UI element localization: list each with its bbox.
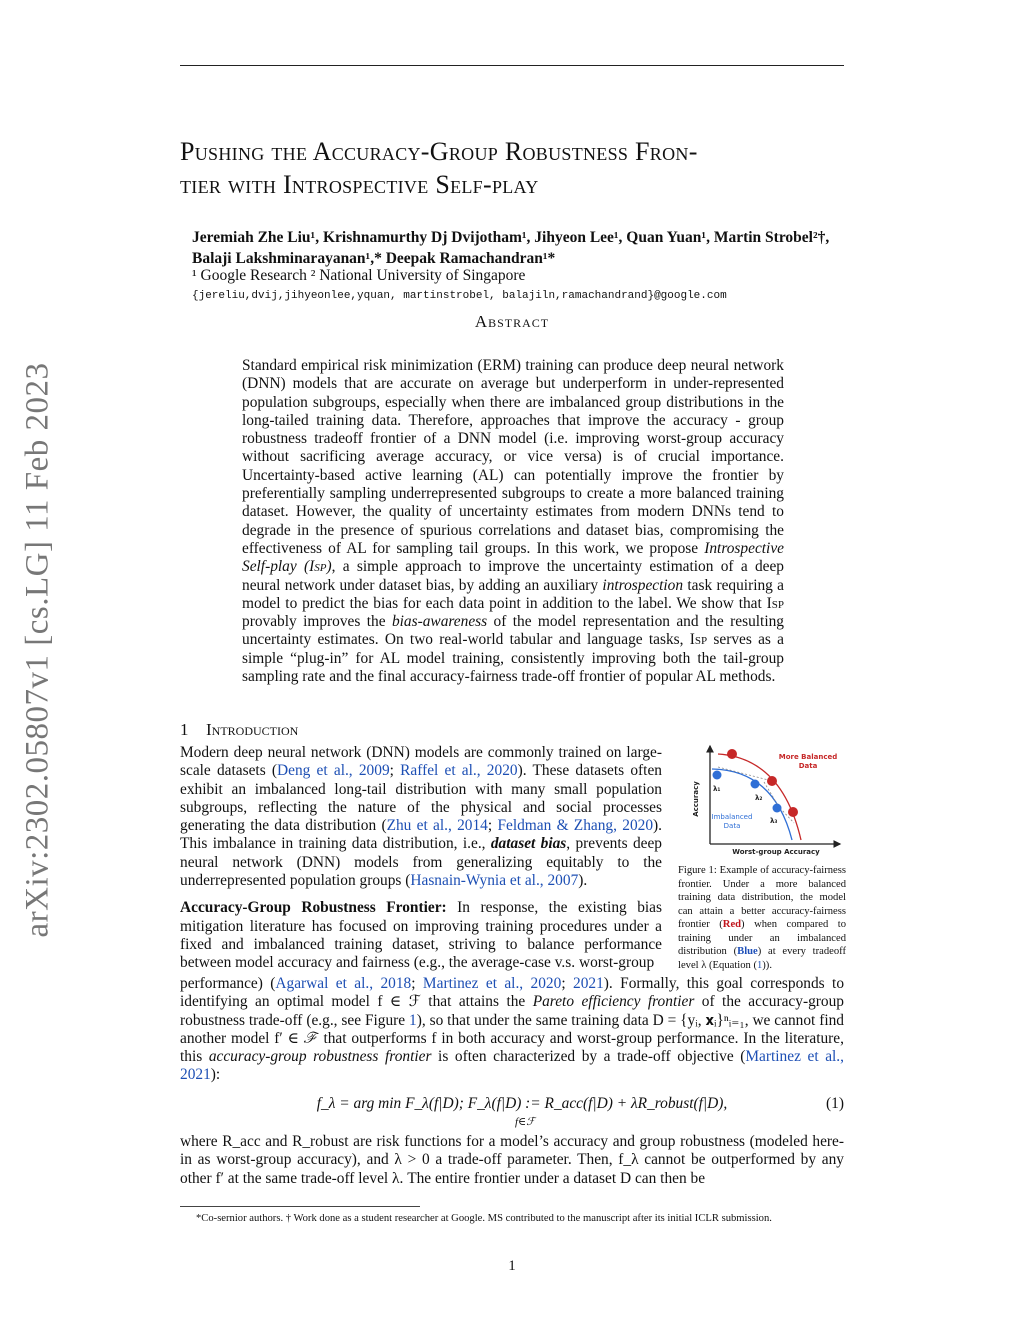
imbalanced-point-3: [773, 804, 782, 813]
emphasis: Pareto efficiency frontier: [532, 993, 695, 1011]
imbalanced-point-1: [713, 771, 722, 780]
body-paragraph: where R_acc and R_robust are risk functions for a model’s accuracy and group robustness (modeled here-in as worst-group accuracy), and λ > 0 a trade-off parameter. Then, f_λ cannot be outperformed by any other f′ at the same trade-off level λ. The entire frontier under a dataset D can then be: [180, 1133, 844, 1187]
balanced-point-2: [767, 776, 777, 786]
body-paragraph: [180, 975, 844, 1085]
body-text: ;: [487, 817, 498, 835]
caption-text: )).: [762, 959, 772, 971]
abstract-emphasis: Introspective Self-play (: [242, 539, 784, 576]
citation-link[interactable]: Martinez et al., 2021: [180, 1048, 844, 1084]
authors-line-2: Balaji Lakshminarayanan¹,* Deepak Ramachandran¹*: [192, 250, 556, 267]
body-text: In response, the existing bias mitigation literature has focused on improving training procedures under a fixed and imbalanced training dataset, striving to balance performance between model accuracy and fairness (e.g., the average-case v.s. worst-group: [180, 899, 663, 972]
balanced-label: More Balanced Data: [778, 753, 838, 770]
figure-link[interactable]: 1: [409, 1011, 417, 1029]
lambda3-label: λ₃: [770, 817, 778, 825]
body-text: Modern deep neural network (DNN) models are commonly trained on large-scale datasets (: [180, 744, 662, 780]
caption-text: ) when compared to training under an imbalanced distribution (: [678, 919, 846, 957]
abstract-emphasis: introspection: [602, 576, 684, 594]
caption-blue-label: Blue: [737, 946, 758, 957]
abstract-emphasis: ): [326, 558, 332, 576]
section-number: 1: [180, 720, 189, 739]
citation-link[interactable]: Zhu et al., 2014: [386, 817, 488, 835]
equation-1: [180, 1095, 844, 1135]
arrow-lambda1: [718, 767, 772, 781]
abstract-heading: Abstract: [474, 312, 550, 331]
equation-link[interactable]: 1: [756, 959, 763, 971]
citation-link[interactable]: Martinez et al., 2020: [422, 975, 562, 992]
figure-caption: [678, 864, 846, 972]
title-line-1: Pushing the Accuracy-Group Robustness Fron-: [180, 137, 698, 166]
body-text: ).: [578, 872, 588, 890]
intro-paragraph: [180, 899, 662, 972]
abstract-text: of the model representation and the resulting uncertainty estimates. On two real-world tabular and language tasks,: [242, 613, 784, 649]
balanced-point-3: [788, 807, 798, 817]
citation-link[interactable]: 2021: [573, 975, 604, 992]
paper-title: [180, 135, 860, 201]
authors-line-1: Jeremiah Zhe Liu¹, Krishnamurthy Dj Dvijotham¹, Jihyeon Lee¹, Quan Yuan¹, Martin Strobel²†,: [192, 229, 830, 246]
arxiv-identifier[interactable]: arXiv:2302.05807v1 [cs.LG] 11 Feb 2023: [19, 362, 56, 938]
footnote: *Co-sernior authors. † Work done as a student researcher at Google. MS contributed to the manuscript after its initial ICLR submission.: [196, 1213, 772, 1224]
section-heading: [180, 720, 580, 740]
citation-link[interactable]: Feldman & Zhang, 2020: [497, 817, 654, 835]
citation-link[interactable]: Hasnain-Wynia et al., 2007: [410, 872, 579, 890]
body-text: ). Formally, this goal corresponds to identifying an optimal model f ∈ ℱ that attains the: [180, 975, 845, 1011]
body-text: ). These datasets often exhibit an imbalanced long-tail distribution with many small population subgroups, reflecting the nature of the physical and social processes generating the data distribution (: [180, 762, 662, 835]
lambda1-label: λ₁: [713, 785, 721, 793]
body-text: ):: [210, 1066, 221, 1084]
abstract-text: provably improves the: [242, 613, 392, 631]
page-number: 1: [508, 1258, 516, 1274]
paragraph-heading: Accuracy-Group Robustness Frontier:: [180, 899, 447, 917]
abstract-isp: Isp: [309, 558, 327, 576]
body-text: performance) (: [180, 975, 276, 992]
caption-text: ) at every tradeoff level λ (Equation (: [678, 946, 846, 971]
body-text: ), so that under the same training data D = {yᵢ, 𝐱ᵢ}ⁿᵢ₌₁, we cannot find another model f′ ∈ ℱ that outperforms f in both accuracy and worst-group performance. In the literature, this: [180, 1011, 844, 1066]
author-emails: {jereliu,dvij,jihyeonlee,yquan, martinstrobel, balajiln,ramachandrand}@google.com: [192, 290, 727, 302]
caption-red-label: Red: [722, 919, 742, 930]
body-text: , prevents deep neural network (DNN) models from generalizing equitably to the underrepresented population groups (: [180, 835, 662, 890]
arxiv-sidebar: [8, 355, 68, 945]
citation-link[interactable]: Agarwal et al., 2018: [275, 975, 412, 992]
body-text: ;: [389, 762, 401, 780]
equation-subscript: f∈ℱ: [515, 1116, 535, 1128]
abstract-body: [242, 357, 784, 686]
equation-body: f_λ = arg min F_λ(f|D); F_λ(f|D) := R_acc(f|D) + λR_robust(f|D),: [316, 1095, 728, 1112]
abstract-emphasis: bias-awareness: [391, 613, 488, 631]
body-text: ;: [561, 975, 573, 992]
header-rule: [180, 65, 844, 66]
y-axis-label: Accuracy: [692, 781, 700, 817]
imbalanced-label: Imbalanced Data: [711, 813, 753, 830]
abstract-text: Standard empirical risk minimization (ERM) training can produce deep neural network (DNN) models that are accurate on average but underperform in under-represented population subgroups, especially when there are imbalanced group distributions in the long-tailed training data. Therefore, approaches that improve the accuracy - group robustness tradeoff frontier of a DNN model (i.e. improving worst-group accuracy without sacrificing average accuracy, or vice versa) is of crucial importance. Uncertainty-based active learning (AL) can potentially improve the frontier by preferentially sampling underrepresented subgroups to create a more balanced training dataset. However, the quality of uncertainty estimates from modern DNNs tend to degrade in the presence of spurious correlations and dataset bias, compromising the effectiveness of AL for sampling tail groups. In this work, we propose: [242, 357, 784, 557]
abstract-text: serves as a simple “plug-in” for AL model training, consistently improving both the tail-group sampling rate and the final accuracy-fairness trade-off frontier of popular AL methods.: [242, 631, 784, 686]
footnote-rule: [180, 1206, 420, 1207]
section-title: Introduction: [206, 720, 299, 739]
balanced-point-1: [727, 749, 737, 759]
caption-text: Figure 1: Example of accuracy-fairness frontier. Under a more balanced training data distribution, the model can attain a better accuracy-fairness frontier (: [678, 865, 846, 930]
body-text: ). This imbalance in training data distribution, i.e.,: [180, 817, 663, 853]
figure-1: [678, 744, 846, 864]
abstract-text: , a simple approach to improve the uncertainty estimation of a deep neural network under dataset bias, by adding an auxiliary: [242, 558, 784, 594]
abstract-isp: Isp: [689, 631, 708, 649]
imbalanced-point-2: [751, 780, 760, 789]
body-text: ;: [411, 975, 423, 992]
body-text: of the accuracy-group robustness trade-off (e.g., see Figure: [180, 993, 844, 1029]
emphasis: accuracy-group robustness frontier: [208, 1048, 432, 1066]
abstract-text: task requiring a model to predict the bias for each data point in addition to the label. We show that: [242, 576, 784, 612]
lambda2-label: λ₂: [755, 794, 763, 802]
citation-link[interactable]: Raffel et al., 2020: [400, 762, 518, 780]
body-text: is often characterized by a trade-off objective (: [431, 1048, 746, 1066]
bold-term: dataset bias: [490, 835, 567, 853]
author-list: [192, 227, 912, 269]
title-line-2: tier with Introspective Self-play: [180, 170, 539, 199]
x-axis-label: Worst-group Accuracy: [732, 848, 820, 856]
intro-column: [180, 744, 662, 973]
intro-paragraph: [180, 744, 662, 890]
equation-number: (1): [826, 1095, 844, 1112]
frontier-plot: [678, 744, 846, 864]
abstract-isp: Isp: [766, 594, 784, 612]
affiliations: ¹ Google Research ² National University of Singapore: [192, 267, 526, 284]
citation-link[interactable]: Deng et al., 2009: [277, 762, 390, 780]
